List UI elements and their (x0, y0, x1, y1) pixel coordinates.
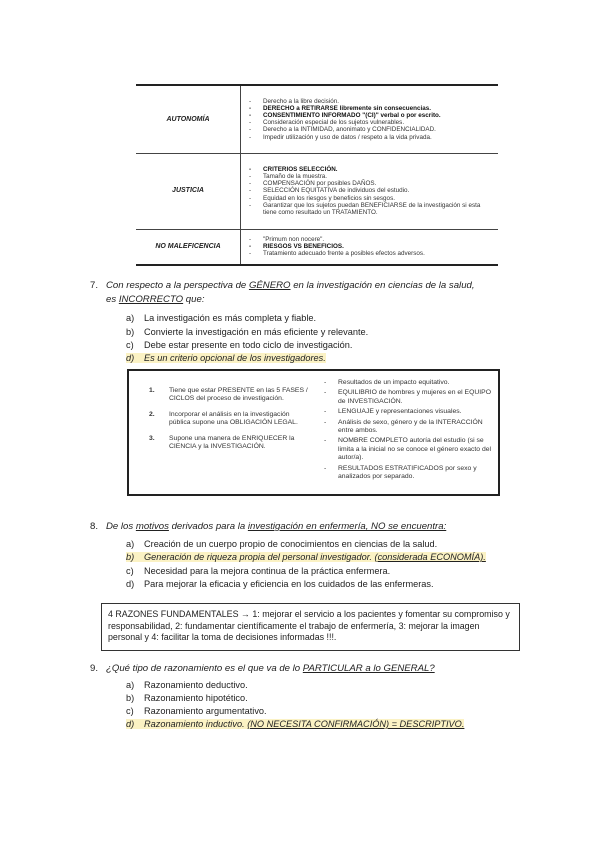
list-item: - Impedir utilización y uso de datos / respeto a la vida privada. (247, 134, 494, 141)
question-8-number: 8. (90, 521, 99, 532)
list-item: - Consideración especial de los sujetos vulnerables. (247, 119, 494, 126)
question-7-number: 7. (90, 280, 99, 291)
q8-option-c[interactable]: c) Necesidad para la mejora continua de la práctica enfermera. (126, 566, 391, 576)
list-item: - Equidad en los riesgos y beneficios sin sesgos. (247, 195, 494, 202)
list-item: - Análisis de sexo, género y de la INTERACCIÓN entre ambos. (324, 418, 483, 435)
q7-option-d-answer[interactable]: d) Es un criterio opcional de los investigadores. (126, 353, 326, 363)
list-item: - LENGUAJE y representaciones visuales. (324, 408, 462, 416)
list-item: - RIESGOS VS BENEFICIOS. (247, 243, 494, 250)
list-item: - CRITERIOS SELECCIÓN. (247, 166, 494, 173)
list-item: 3. Supone una manera de ENRIQUECER la CIENCIA y la INVESTIGACIÓN. (149, 434, 295, 451)
list-item: - CONSENTIMIENTO INFORMADO "(CI)" verbal o por escrito. (247, 112, 494, 119)
list-item: - Derecho a la libre decisión. (247, 98, 494, 105)
list-item: - Tamaño de la muestra. (247, 173, 494, 180)
q8-option-a[interactable]: a) Creación de un cuerpo propio de conocimientos en ciencias de la salud. (126, 539, 438, 549)
list-item: - DERECHO a RETIRARSE libremente sin consecuencias. (247, 105, 494, 112)
list-item: - Garantizar que los sujetos puedan BENEFICIARSE de la investigación si esta tiene como resultado un TRATAMIENTO. (247, 202, 494, 216)
list-item: - COMPENSACIÓN por posibles DAÑOS. (247, 180, 494, 187)
list-item: - RESULTADOS ESTRATIFICADOS por sexo y analizados por separado. (324, 464, 477, 481)
list-item: - Tratamiento adecuado frente a posibles efectos adversos. (247, 250, 494, 257)
list-item: - SELECCIÓN EQUITATIVA de individuos del estudio. (247, 187, 494, 194)
list-item: - NOMBRE COMPLETO autoría del estudio (si se limita a la inicial no se conoce el género exacto del autor/a). (324, 437, 492, 462)
question-7-text-line2: es INCORRECTO que: (106, 294, 205, 305)
list-item: 2. Incorporar el análisis en la investigación pública supone una OBLIGACIÓN LEGAL. (149, 410, 298, 427)
question-9-number: 9. (90, 663, 99, 674)
list-item: - "Primum non nocere". (247, 236, 494, 243)
q7-option-c[interactable]: c) Debe estar presente en todo ciclo de investigación. (126, 340, 353, 350)
q7-option-a[interactable]: a) La investigación es más completa y fiable. (126, 313, 317, 323)
q9-option-b[interactable]: b) Razonamiento hipotético. (126, 693, 248, 703)
table-row (136, 153, 498, 229)
q8-option-b-answer[interactable]: b) Generación de riqueza propia del personal investigador. (considerada ECONOMÍA). (126, 552, 486, 562)
question-8-text: De los motivos derivados para la investigación en enfermería, NO se encuentra: (106, 521, 447, 532)
q7-option-b[interactable]: b) Convierte la investigación en más eficiente y relevante. (126, 327, 369, 337)
list-item: - Derecho a la INTIMIDAD, anonimato y CONFIDENCIALIDAD. (247, 126, 494, 133)
q9-option-d-answer[interactable]: d) Razonamiento inductivo. (NO NECESITA CONFIRMACIÓN) = DESCRIPTIVO. (126, 719, 465, 729)
list-item: - EQUILIBRIO de hombres y mujeres en el EQUIPO de INVESTIGACIÓN. (324, 389, 491, 405)
q9-option-a[interactable]: a) Razonamiento deductivo. (126, 680, 248, 690)
question-9-text: ¿Qué tipo de razonamiento es el que va de lo PARTICULAR a lo GENERAL? (106, 663, 435, 674)
principle-justicia: JUSTICIA (136, 153, 241, 229)
reasons-box: 4 RAZONES FUNDAMENTALES → 1: mejorar el servicio a los pacientes y fomentar su compromiso y responsabilidad, 2: fundamentar científicamente el trabajo de enfermería, 3: mejorar la imagen personal y 4: facilitar la toma de decisiones informadas !!!. (101, 603, 520, 651)
q8-option-d[interactable]: d) Para mejorar la eficacia y eficiencia en los cuidados de las enfermeras. (126, 579, 434, 589)
gender-box-right-list (324, 379, 496, 483)
question-7-text: Con respecto a la perspectiva de GÉNERO en la investigación en ciencias de la salud, (106, 280, 475, 291)
gender-box-left-list (149, 387, 309, 458)
gender-perspective-box (127, 369, 500, 496)
principle-no-maleficencia: NO MALEFICENCIA (136, 229, 241, 265)
table-row (136, 229, 498, 265)
principle-autonomia: AUTONOMÍA (136, 85, 241, 153)
list-item: - Resultados de un impacto equitativo. (324, 379, 450, 386)
list-item: 1. Tiene que estar PRESENTE en las 5 FASES / CICLOS del proceso de investigación. (149, 387, 308, 403)
ethics-principles-table (136, 84, 498, 266)
q9-option-c[interactable]: c) Razonamiento argumentativo. (126, 706, 267, 716)
table-row (136, 85, 498, 153)
